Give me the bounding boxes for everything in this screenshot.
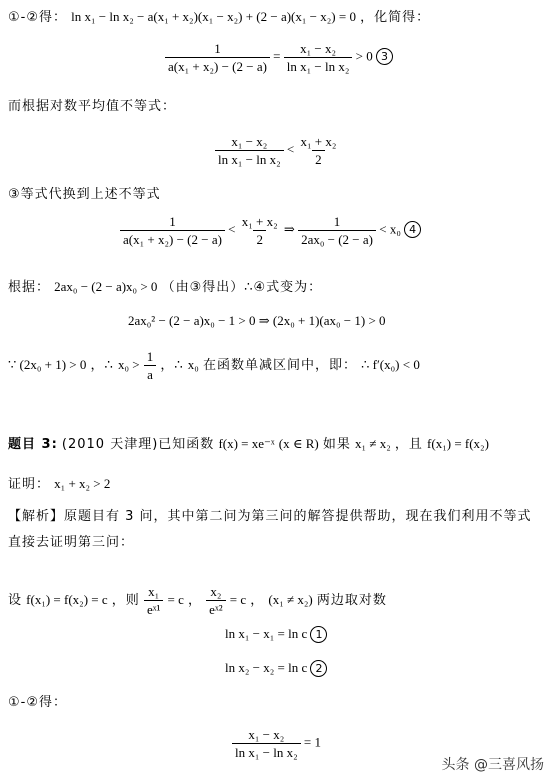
circled-number: 3 <box>376 48 393 65</box>
formula-3: $\frac{1}{\text{a(x₁ + x₂) − (2 − a)}}$ = $\frac{\text{x₁ − x₂}}{\text{ln x₁ − ln x₂}}$ > 0 3 <box>165 42 393 73</box>
problem-3: 题目 3: (2010 天津理)已知函数 f(x) = xe⁻ˣ (x ∈ R) 如果 x₁ ≠ x₂ ，且 f(x₁) = f(x₂) <box>8 436 489 452</box>
fraction: $\frac{\text{x₁}}{\text{eˣ¹}}$ <box>144 585 163 616</box>
fraction: $\frac{\text{x₁ − x₂}}{\text{ln x₁ − ln x₂}}$ <box>284 42 353 73</box>
equation-2: ln x₂ − x₂ = ln c 2 <box>225 660 327 677</box>
formula-quadratic: 2ax₀² − (2 − a)x₀ − 1 > 0 ⇒ (2x₀ + 1)(ax₀ − 1) > 0 <box>128 313 386 328</box>
formula-result: $\frac{\text{x₁ − x₂}}{\text{ln x₁ − ln x₂}}$ = 1 <box>232 728 321 759</box>
line-setup: 设 f(x₁) = f(x₂) = c ，则 $\frac{\text{x₁}}{\text{eˣ¹}}$ = c ， $\frac{\text{x₂}}{\text{eˣ²}}$ = c ， (x₁ ≠ x₂) 两边取对数 <box>8 584 387 617</box>
fraction: $\frac{1}{a}$ <box>144 350 157 381</box>
circled-number: 2 <box>310 660 327 677</box>
prove-line: 证明： x₁ + x₂ > 2 <box>8 476 111 492</box>
circled-number: 4 <box>404 221 421 238</box>
fraction: $\frac{1}{\text{a(x₁ + x₂) − (2 − a)}}$ <box>165 42 270 73</box>
problem-label: 题目 3: <box>8 437 58 452</box>
line-substitute: ③等式代换到上述不等式 <box>8 187 161 202</box>
line-basis: 根据： 2ax₀ − (2 − a)x₀ > 0 （由③得出）∴④式变为： <box>8 279 323 295</box>
fraction: $\frac{\text{x₂}}{\text{eˣ²}}$ <box>206 585 225 616</box>
fraction: $\frac{\text{x₁ + x₂}}{2}$ <box>300 134 337 167</box>
step-lead: ①-②得： <box>8 10 67 25</box>
fraction: $\frac{1}{\text{2ax₀ − (2 − a)}}$ <box>298 215 376 246</box>
formula-4: $\frac{1}{\text{a(x₁ + x₂) − (2 − a)}}$ < $\frac{\text{x₁ + x₂}}{2}$ ⇒ $\frac{1}{\text{2ax₀ − (2 − a)}}$ < x₀ 4 <box>120 215 421 246</box>
fraction: $\frac{1}{\text{a(x₁ + x₂) − (2 − a)}}$ <box>120 215 225 246</box>
line-conclusion: ∵ (2x₀ + 1) > 0 ，∴ x₀ > $\frac{1}{a}$ ，∴ x₀ 在函数单减区间中，即： ∴ f′(x₀) < 0 <box>8 349 420 382</box>
equation-1: ln x₁ − x₁ = ln c 1 <box>225 626 327 643</box>
circled-number: 1 <box>310 626 327 643</box>
equation: ln x₁ − ln x₂ − a(x₁ + x₂)(x₁ − x₂) + (2 − a)(x₁ − x₂) = 0 <box>71 9 356 24</box>
analysis-line-1: 【解析】原题目有 3 问，其中第二问为第三问的解答提供帮助，现在我们利用不等式 <box>8 509 532 524</box>
line-log-mean: 而根据对数平均值不等式： <box>8 99 177 114</box>
fraction: $\frac{\text{x₁ − x₂}}{\text{ln x₁ − ln x₂}}$ <box>215 135 284 166</box>
analysis-line-2: 直接去证明第三问： <box>8 535 135 550</box>
formula-log-mean: $\frac{\text{x₁ − x₂}}{\text{ln x₁ − ln x₂}}$ < $\frac{\text{x₁ + x₂}}{2}$ <box>215 135 339 166</box>
line-step1 <box>8 10 430 24</box>
fraction: $\frac{\text{x₁ + x₂}}{2}$ <box>241 214 278 247</box>
fraction: $\frac{\text{x₁ − x₂}}{\text{ln x₁ − ln x₂}}$ <box>232 728 301 759</box>
watermark: 头条 @三喜风扬 <box>441 757 544 773</box>
line-subtract: ①-②得： <box>8 695 67 710</box>
step-tail: ，化简得： <box>360 10 431 25</box>
